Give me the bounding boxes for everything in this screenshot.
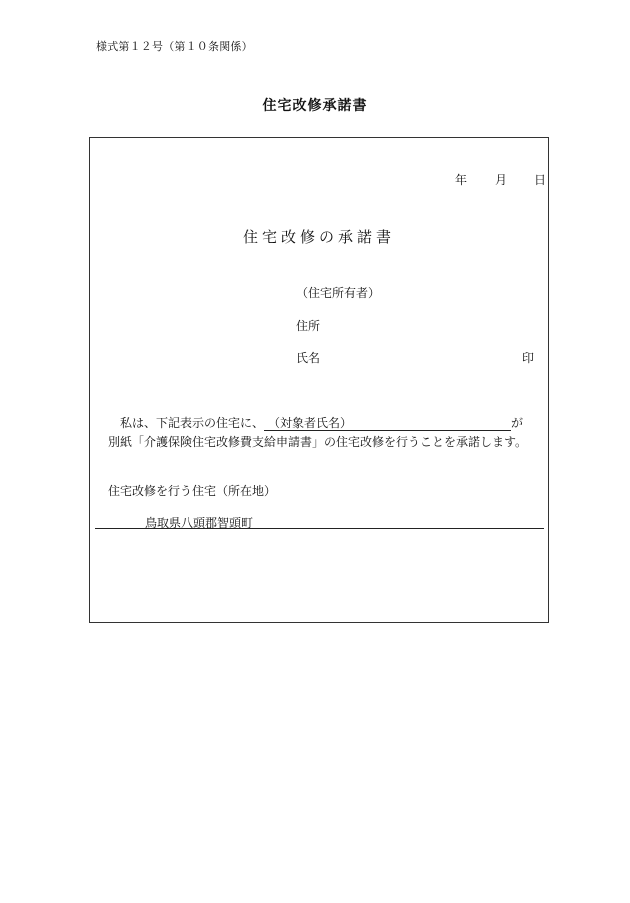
seal-label: 印	[522, 351, 535, 365]
name-label: 氏名	[296, 351, 321, 365]
house-address-field	[95, 514, 544, 529]
owner-label: （住宅所有者）	[296, 286, 381, 300]
consent-line-1	[120, 414, 523, 431]
form-frame	[89, 137, 549, 623]
date-year-label: 年	[455, 173, 468, 187]
consent-line-2: 別紙「介護保険住宅改修費支給申請書」の住宅改修を行うことを承諾します。	[108, 435, 528, 449]
date-day-label: 日	[534, 173, 547, 187]
target-person-label: （対象者氏名）	[268, 416, 353, 430]
form-number: 様式第１２号（第１０条関係）	[96, 40, 253, 53]
document-title: 住宅改修承諾書	[262, 98, 368, 114]
date-month-label: 月	[495, 173, 508, 187]
consent-form-title: 住宅改修の承諾書	[242, 228, 395, 246]
target-person-field	[264, 416, 511, 431]
address-label: 住所	[296, 319, 321, 333]
house-address-value: 鳥取県八頭郡智頭町	[145, 516, 254, 530]
consent-prefix: 私は、下記表示の住宅に、	[120, 416, 265, 430]
consent-suffix: が	[511, 416, 524, 430]
house-location-label: 住宅改修を行う住宅（所在地）	[108, 484, 277, 498]
